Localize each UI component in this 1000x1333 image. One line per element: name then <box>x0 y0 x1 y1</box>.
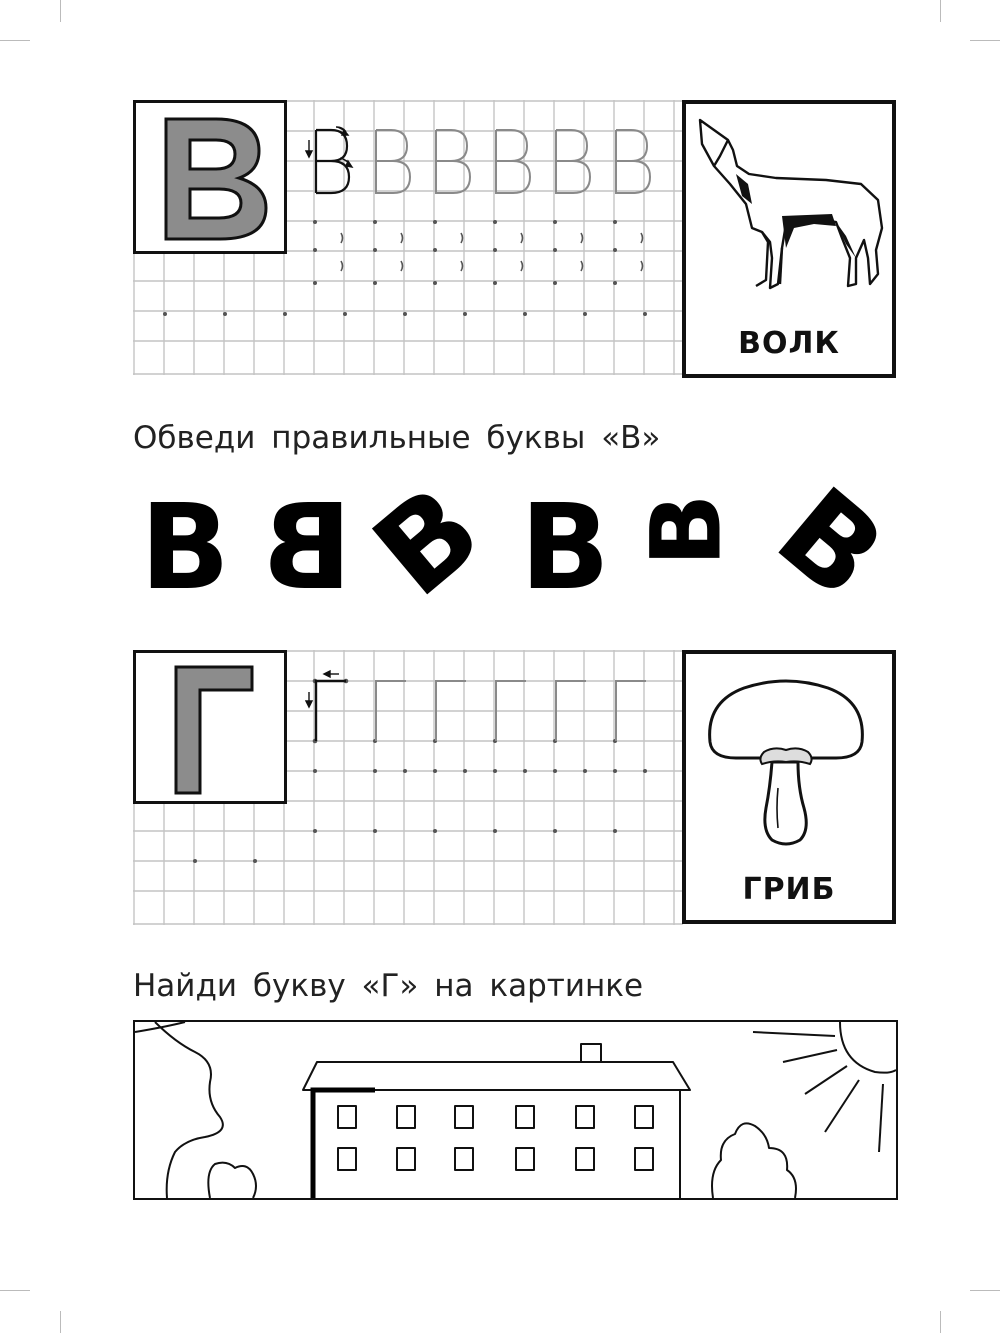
wolf-icon <box>686 108 892 308</box>
house-landscape-icon <box>135 1022 896 1198</box>
instruction-circle: Обведи правильные буквы «В» <box>133 420 661 456</box>
mushroom-icon <box>686 658 892 858</box>
choice-letter-4[interactable]: В <box>520 478 610 616</box>
big-letter-v <box>136 103 284 251</box>
choice-letter-2[interactable]: В <box>262 478 352 616</box>
picture-card-mushroom <box>682 650 896 924</box>
choice-letter-6[interactable]: В <box>752 461 910 625</box>
choice-letter-5[interactable]: В <box>630 493 743 567</box>
crop-mark <box>940 1311 941 1333</box>
picture-label-mushroom: ГРИБ <box>742 872 836 907</box>
picture-label-wolf: ВОЛК <box>738 326 840 361</box>
choice-letter-3[interactable]: В <box>348 459 506 623</box>
house-landscape-picture[interactable] <box>133 1020 898 1200</box>
crop-mark <box>0 40 30 41</box>
crop-mark <box>940 0 941 22</box>
picture-card-wolf <box>682 100 896 378</box>
crop-mark <box>0 1290 30 1291</box>
letter-box-g <box>133 650 287 804</box>
big-letter-g <box>136 653 284 801</box>
instruction-find: Найди букву «Г» на картинке <box>133 968 644 1004</box>
crop-mark <box>970 40 1000 41</box>
letter-box-v <box>133 100 287 254</box>
crop-mark <box>60 1311 61 1333</box>
crop-mark <box>970 1290 1000 1291</box>
choice-letter-1[interactable]: В <box>140 478 230 616</box>
crop-mark <box>60 0 61 22</box>
